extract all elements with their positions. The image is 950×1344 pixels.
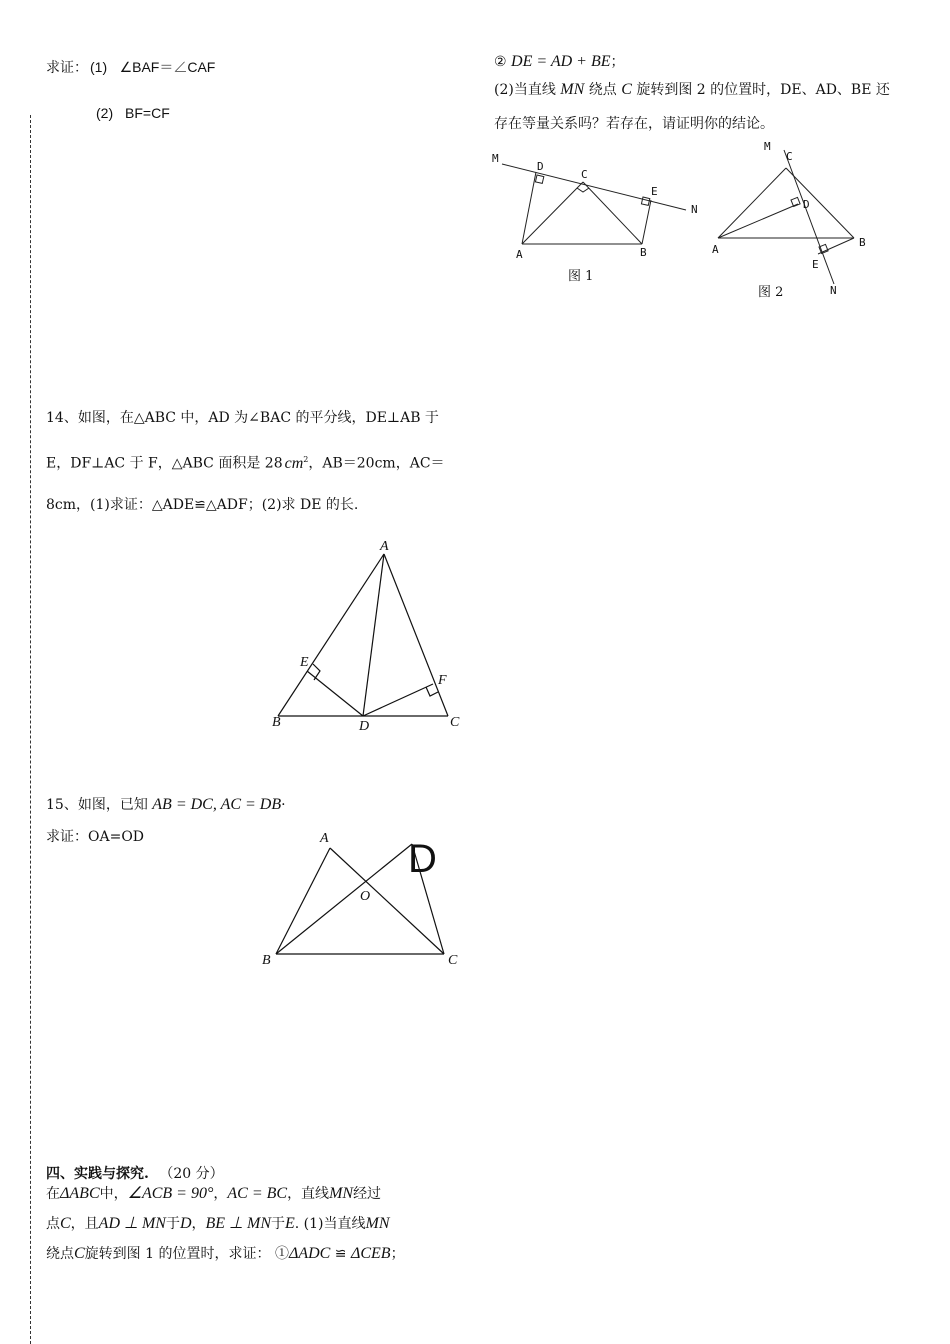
section4-line-1: 在ΔABC中，∠ACB = 90°，AC = BC，直线MN经过 — [46, 1185, 382, 1202]
q13-prove-line-1: 求证： (1) ∠BAF＝∠CAF — [46, 59, 216, 76]
q14-line-3: 8cm，(1)求证：△ADE≌△ADF；(2)求 DE 的长. — [46, 497, 359, 513]
q15-label-d: D — [408, 837, 437, 881]
q14-label-f: F — [438, 673, 447, 688]
fig2-label-m: M — [764, 140, 771, 153]
q14-label-c: C — [450, 715, 460, 730]
q13-prove-line-2: (2) BF=CF — [96, 105, 170, 121]
fig1-label-b: B — [640, 246, 647, 259]
fig1-label-c: C — [581, 168, 588, 181]
figure-1-diagram — [488, 146, 708, 286]
q14-label-e: E — [300, 655, 309, 670]
fig2-segment-ac — [718, 168, 786, 238]
fig1-right-angle-e — [641, 197, 649, 205]
q15-segment-ab — [276, 848, 330, 954]
fig2-label-d: D — [803, 198, 810, 211]
q15-label-b: B — [262, 953, 271, 968]
fig1-caption: 图 1 — [568, 269, 594, 284]
q14-segment-df — [363, 684, 433, 716]
fig1-segment-ad — [522, 172, 536, 244]
q15-line-1: 15、如图，已知 AB = DC, AC = DB· — [46, 796, 286, 813]
section4-line-2: 点C，且AD ⊥ MN于D，BE ⊥ MN于E. (1)当直线MN — [46, 1215, 390, 1232]
q14-line-2: E，DF⊥AC 于 F，△ABC 面积是 28 $cm^2$，AB＝20cm，AC＝ — [46, 454, 445, 472]
q15-prove: 求证：OA=OD — [46, 829, 145, 845]
q14-segment-ad — [363, 554, 384, 716]
fig1-segment-ac — [522, 182, 583, 244]
fig2-label-a: A — [712, 243, 719, 256]
explore-part2-line1: (2)当直线 MN 绕点 C 旋转到图 2 的位置时，DE、AD、BE 还 — [494, 81, 890, 98]
fig2-label-e: E — [812, 258, 819, 271]
q15-label-o: O — [360, 889, 371, 904]
q14-segment-ab — [278, 554, 384, 716]
q15-label-a: A — [320, 831, 329, 846]
section4-line-3: 绕点C旋转到图 1 的位置时，求证： ①ΔADC ≌ ΔCEB； — [46, 1245, 405, 1262]
figure-2-diagram — [708, 138, 878, 302]
fig1-segment-be — [642, 200, 651, 244]
q14-line-1: 14、如图，在△ABC 中，AD 为∠BAC 的平分线，DE⊥AB 于 — [46, 410, 439, 426]
fig1-label-d: D — [537, 160, 544, 173]
fig2-label-c: C — [786, 150, 793, 163]
q14-triangle-diagram — [262, 532, 472, 736]
q15-diagram — [258, 826, 468, 970]
q14-right-angle-e — [313, 664, 320, 680]
fig2-segment-be — [818, 238, 854, 254]
binding-margin-dashed-line — [30, 115, 31, 1344]
q15-label-c: C — [448, 953, 458, 968]
q14-label-d: D — [359, 719, 370, 734]
fig2-label-b: B — [859, 236, 866, 249]
fig1-right-angle-d — [535, 175, 543, 183]
fig1-label-n: N — [691, 203, 698, 216]
explore-part1-item2: ② DE = AD + BE； — [494, 53, 625, 70]
fig2-line-mn — [784, 150, 834, 284]
fig2-segment-ad — [718, 204, 798, 238]
q14-right-angle-f — [426, 687, 438, 696]
q14-label-b: B — [272, 715, 281, 730]
fig2-caption: 图 2 — [758, 285, 784, 300]
fig1-label-e: E — [651, 185, 658, 198]
fig2-right-angle-e — [819, 244, 828, 253]
fig1-right-angle-c — [577, 188, 589, 192]
fig2-segment-bc — [786, 168, 854, 238]
fig1-label-m: M — [492, 152, 499, 165]
section4-heading: 四、实践与探究. （20 分） — [46, 1166, 224, 1182]
explore-part2-line2: 存在等量关系吗？若存在，请证明你的结论。 — [494, 116, 774, 132]
fig2-label-n: N — [830, 284, 837, 297]
fig1-label-a: A — [516, 248, 523, 261]
q14-label-a: A — [380, 539, 389, 554]
